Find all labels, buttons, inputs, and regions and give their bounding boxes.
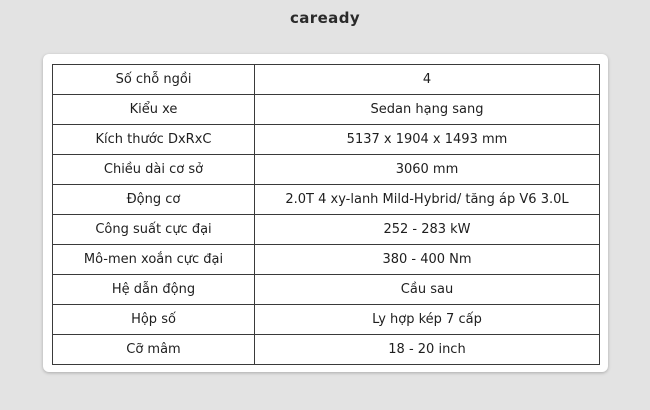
table-row <box>53 125 600 155</box>
spec-label: Kích thước DxRxC <box>53 125 255 155</box>
table-row <box>53 65 600 95</box>
spec-label: Kiểu xe <box>53 95 255 125</box>
spec-label: Hệ dẫn động <box>53 275 255 305</box>
specs-table <box>52 64 600 365</box>
table-row <box>53 305 600 335</box>
spec-label: Động cơ <box>53 185 255 215</box>
spec-label: Hộp số <box>53 305 255 335</box>
spec-value: Ly hợp kép 7 cấp <box>255 305 600 335</box>
table-row <box>53 335 600 365</box>
spec-label: Cỡ mâm <box>53 335 255 365</box>
spec-value: 380 - 400 Nm <box>255 245 600 275</box>
spec-value: 252 - 283 kW <box>255 215 600 245</box>
specs-card <box>43 54 608 372</box>
table-row <box>53 275 600 305</box>
spec-label: Số chỗ ngồi <box>53 65 255 95</box>
spec-value: 5137 x 1904 x 1493 mm <box>255 125 600 155</box>
spec-value: 4 <box>255 65 600 95</box>
table-row <box>53 215 600 245</box>
spec-label: Chiều dài cơ sở <box>53 155 255 185</box>
table-row <box>53 245 600 275</box>
spec-value: 3060 mm <box>255 155 600 185</box>
spec-value: Sedan hạng sang <box>255 95 600 125</box>
table-row <box>53 95 600 125</box>
spec-value: Cầu sau <box>255 275 600 305</box>
spec-label: Công suất cực đại <box>53 215 255 245</box>
spec-value: 18 - 20 inch <box>255 335 600 365</box>
spec-label: Mô-men xoắn cực đại <box>53 245 255 275</box>
spec-value: 2.0T 4 xy-lanh Mild-Hybrid/ tăng áp V6 3.0L <box>255 185 600 215</box>
table-row <box>53 185 600 215</box>
table-row <box>53 155 600 185</box>
brand-logo: caready <box>289 9 361 27</box>
